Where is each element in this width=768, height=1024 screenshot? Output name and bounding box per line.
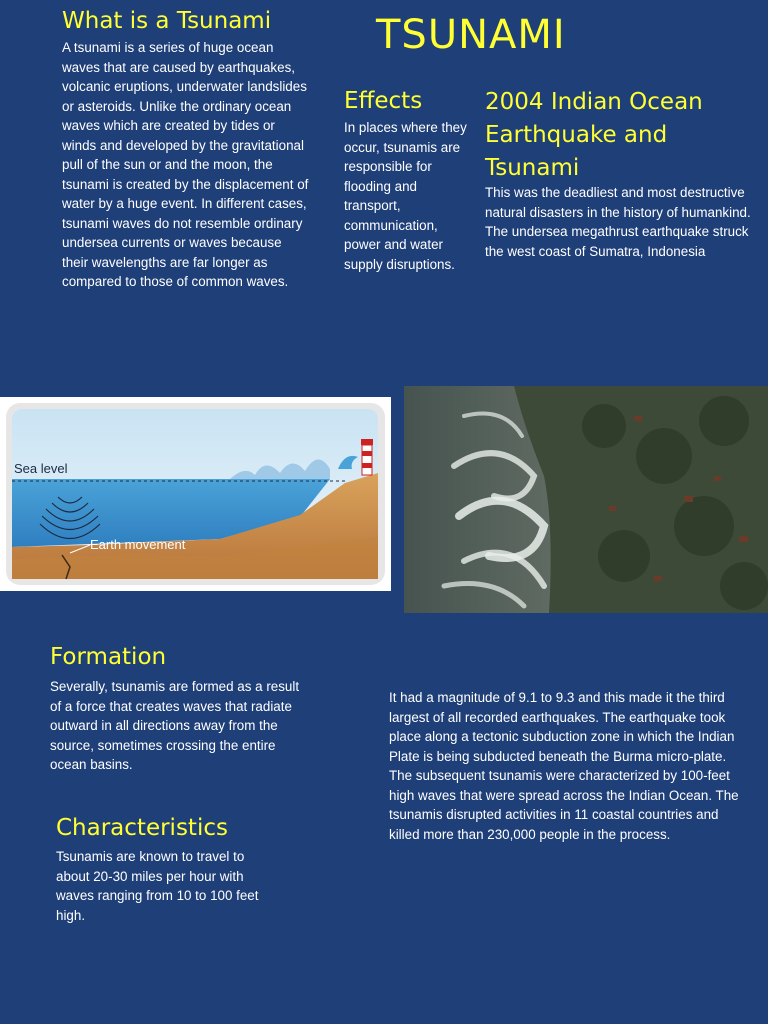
formation-text: Severally, tsunamis are formed as a result of a force that creates waves that radiate outward in all directions away from the source, sometimes crossing the entire ocean basins. <box>50 679 300 772</box>
earth-movement-label: Earth movement <box>90 537 186 552</box>
indian-ocean-heading: 2004 Indian Ocean Earthquake and Tsunami <box>485 89 703 181</box>
page-title: TSUNAMI <box>376 12 566 58</box>
characteristics-heading: Characteristics <box>56 815 228 841</box>
formation-heading: Formation <box>50 644 167 670</box>
effects-text: In places where they occur, tsunamis are responsible for flooding and transport, communication, power and water supply disruptions. <box>344 120 467 272</box>
what-is-tsunami-text: A tsunami is a series of huge ocean waves that are caused by earthquakes, volcanic eruptions, underwater landslides or asteroids. Unlike the ordinary ocean waves which are created by tides or winds and developed by the gravitational pull of the sun or and the moon, the tsunami is created by the displacement of water by a huge event. In different cases, tsunami waves do not resemble ordinary undersea currents or waves because their wavelengths are far longer as compared to those of common waves. <box>62 40 309 289</box>
magnitude-text: It had a magnitude of 9.1 to 9.3 and this made it the third largest of all recorded earthquakes. The earthquake took place along a tectonic subduction zone in which the Indian Plate is being subducted beneath the Burma micro-plate. The subsequent tsunamis were characterized by 100-feet high waves that were spread across the Indian Ocean. The tsunamis disrupted activities in 11 coastal countries and killed more than 230,000 people in the process. <box>389 690 739 842</box>
indian-ocean-text: This was the deadliest and most destructive natural disasters in the history of humankind. The undersea megathrust earthquake struck the west coast of Sumatra, Indonesia <box>485 185 751 259</box>
effects-heading: Effects <box>344 88 423 114</box>
sea-level-label: Sea level <box>14 461 68 476</box>
tsunami-diagram <box>0 397 391 591</box>
tsunami-satellite-image <box>404 386 768 613</box>
characteristics-text: Tsunamis are known to travel to about 20-30 miles per hour with waves ranging from 10 to 100 feet high. <box>56 849 259 923</box>
what-is-tsunami-heading: What is a Tsunami <box>62 8 272 34</box>
